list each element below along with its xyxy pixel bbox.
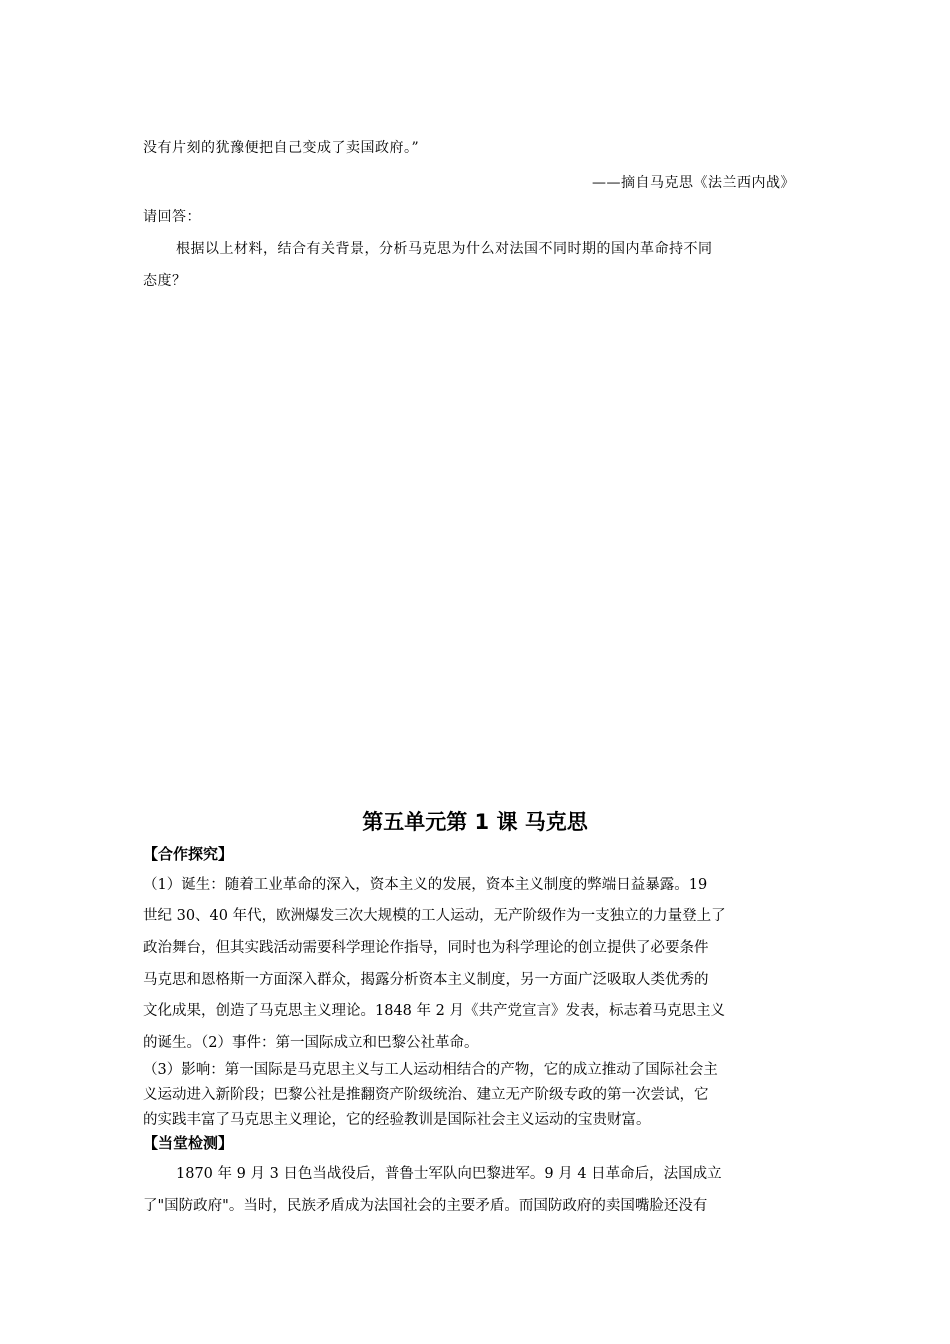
paragraph-line: 马克思和恩格斯一方面深入群众，揭露分析资本主义制度，另一方面广泛吸取人类优秀的 [143, 972, 709, 988]
section-heading-cooperative-inquiry: 【合作探究】 [143, 845, 234, 863]
lesson-title: 第五单元第 1 课 马克思 [362, 810, 588, 834]
paragraph-line: （3）影响：第一国际是马克思主义与工人运动相结合的产物，它的成立推动了国际社会主 [143, 1062, 718, 1078]
paragraph-line: 1870 年 9 月 3 日色当战役后，普鲁士军队向巴黎进军。9 月 4 日革命后，法国成立 [176, 1166, 722, 1182]
quote-last-line: 没有片刻的犹豫便把自己变成了卖国政府。” [143, 140, 420, 156]
paragraph-line: 了"国防政府"。当时，民族矛盾成为法国社会的主要矛盾。而国防政府的卖国嘴脸还没有 [143, 1198, 708, 1214]
paragraph-line: 义运动进入新阶段；巴黎公社是推翻资产阶级统治、建立无产阶级专政的第一次尝试，它 [143, 1087, 709, 1103]
paragraph-line: 文化成果，创造了马克思主义理论。1848 年 2 月《共产党宣言》发表，标志着马克思主义 [143, 1003, 725, 1019]
paragraph-line: 的诞生。（2）事件：第一国际成立和巴黎公社革命。 [143, 1035, 479, 1051]
paragraph-line: 世纪 30、40 年代，欧洲爆发三次大规模的工人运动，无产阶级作为一支独立的力量登上了 [143, 908, 726, 924]
section-heading-in-class-test: 【当堂检测】 [143, 1134, 234, 1152]
question-line-2: 态度？ [143, 273, 187, 289]
question-prompt: 请回答： [143, 209, 201, 225]
paragraph-line: 的实践丰富了马克思主义理论，它的经验教训是国际社会主义运动的宝贵财富。 [143, 1112, 651, 1128]
paragraph-line: 政治舞台，但其实践活动需要科学理论作指导，同时也为科学理论的创立提供了必要条件 [143, 940, 709, 956]
question-line-1: 根据以上材料，结合有关背景，分析马克思为什么对法国不同时期的国内革命持不同 [176, 241, 713, 257]
paragraph-line: （1）诞生：随着工业革命的深入，资本主义的发展，资本主义制度的弊端日益暴露。19 [143, 877, 708, 893]
quote-source: ——摘自马克思《法兰西内战》 [592, 175, 795, 191]
